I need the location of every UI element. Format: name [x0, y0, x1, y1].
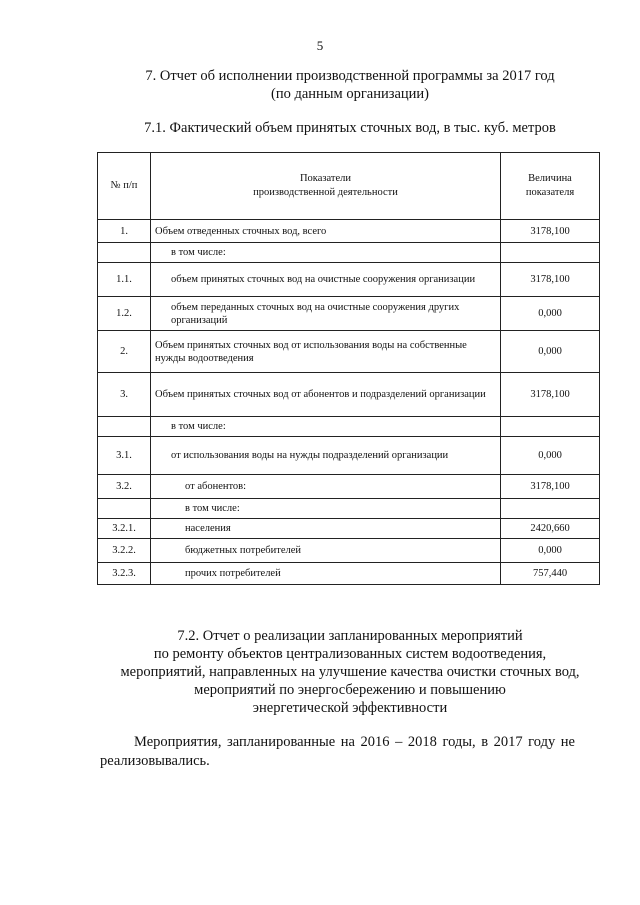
row-label: от использования воды на нужды подразделений организации [151, 437, 501, 475]
row-value [501, 417, 600, 437]
section-heading-line1: 7.2. Отчет о реализации запланированных мероприятий [177, 628, 523, 644]
row-value: 3178,100 [501, 220, 600, 243]
header-indicator [151, 153, 501, 220]
table-row [98, 563, 600, 585]
row-label: прочих потребителей [151, 563, 501, 585]
row-num [98, 243, 151, 263]
row-label: в том числе: [151, 417, 501, 437]
section-heading-line2: по ремонту объектов централизованных систем водоотведения, [153, 646, 547, 662]
row-num: 2. [98, 331, 151, 373]
row-label: в том числе: [151, 499, 501, 519]
row-value [501, 243, 600, 263]
row-label: Объем принятых сточных вод от использования воды на собственные нужды водоотведения [151, 331, 501, 373]
header-indicator-line2: производственной деятельности [253, 187, 398, 198]
table-row [98, 220, 600, 243]
report-title [100, 67, 600, 103]
report-title-line2: (по данным организации) [270, 86, 429, 102]
row-value: 3178,100 [501, 475, 600, 499]
section-heading [100, 627, 600, 717]
table-row [98, 331, 600, 373]
table-row [98, 437, 600, 475]
row-num: 3.1. [98, 437, 151, 475]
row-num: 1.1. [98, 263, 151, 297]
table-row [98, 297, 600, 331]
row-num: 3.2.2. [98, 539, 151, 563]
section-heading-line3: мероприятий, направленных на улучшение качества очистки сточных вод, [120, 664, 580, 680]
header-value-line2: показателя [525, 187, 575, 198]
row-label: объем переданных сточных вод на очистные сооружения других организаций [151, 297, 501, 331]
row-num [98, 499, 151, 519]
table-row [98, 499, 600, 519]
table-row [98, 519, 600, 539]
page-number: 5 [316, 38, 324, 53]
row-num: 3.2.3. [98, 563, 151, 585]
table-row [98, 475, 600, 499]
row-value: 0,000 [501, 437, 600, 475]
row-label: населения [151, 519, 501, 539]
table-row [98, 539, 600, 563]
row-value: 3178,100 [501, 263, 600, 297]
row-label: бюджетных потребителей [151, 539, 501, 563]
row-label: в том числе: [151, 243, 501, 263]
table-title: 7.1. Фактический объем принятых сточных вод, в тыс. куб. метров [144, 120, 556, 136]
row-num: 3. [98, 373, 151, 417]
row-label: объем принятых сточных вод на очистные сооружения организации [151, 263, 501, 297]
table-row [98, 263, 600, 297]
header-value-line1: Величина [528, 173, 572, 184]
row-label: Объем принятых сточных вод от абонентов и подразделений организации [151, 373, 501, 417]
row-num: 1. [98, 220, 151, 243]
row-value: 3178,100 [501, 373, 600, 417]
row-num: 3.2.1. [98, 519, 151, 539]
row-value: 0,000 [501, 539, 600, 563]
row-value: 2420,660 [501, 519, 600, 539]
table-row [98, 373, 600, 417]
header-num: № п/п [98, 153, 151, 220]
row-value: 757,440 [501, 563, 600, 585]
row-value [501, 499, 600, 519]
header-value [501, 153, 600, 220]
row-num [98, 417, 151, 437]
row-num: 1.2. [98, 297, 151, 331]
section-heading-line5: энергетической эффективности [252, 700, 448, 716]
row-label: от абонентов: [151, 475, 501, 499]
table-row [98, 417, 600, 437]
table-row [98, 243, 600, 263]
row-label: Объем отведенных сточных вод, всего [151, 220, 501, 243]
report-title-line1: 7. Отчет об исполнении производственной программы за 2017 год [145, 68, 555, 84]
body-paragraph: Мероприятия, запланированные на 2016 – 2018 годы, в 2017 году не реализовывались. [100, 734, 575, 769]
wastewater-table [97, 152, 600, 585]
table-header-row [98, 153, 600, 220]
section-heading-line4: мероприятий по энергосбережению и повышению [194, 682, 506, 698]
header-indicator-line1: Показатели [299, 173, 352, 184]
row-num: 3.2. [98, 475, 151, 499]
row-value: 0,000 [501, 331, 600, 373]
row-value: 0,000 [501, 297, 600, 331]
